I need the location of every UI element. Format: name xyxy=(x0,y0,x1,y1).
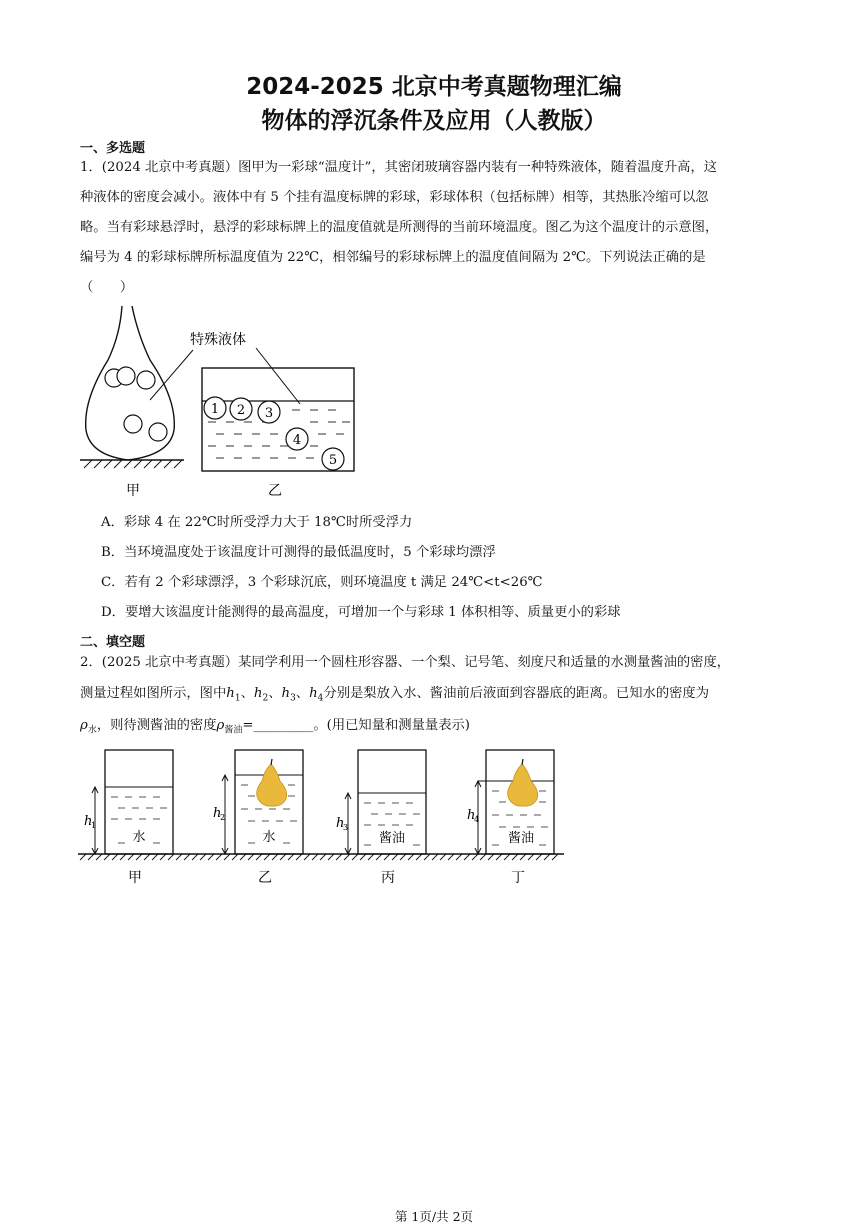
q2-text-line: 测量过程如图所示，图中$h_1$、$h_2$、$h_3$、$h_4$分别是梨放入水、酱油前后液面到容器底的距离。已知水的密度为 xyxy=(80,686,710,704)
svg-text:h: h xyxy=(336,816,345,831)
numbered-ball xyxy=(322,448,344,470)
svg-text:2: 2 xyxy=(220,813,226,822)
svg-text:1: 1 xyxy=(210,402,220,417)
q1-text-line: 种液体的密度会减小。液体中有 5 个挂有温度标牌的彩球，彩球体积（包括标牌）相等，其热胀冷缩可以忽 xyxy=(80,190,709,205)
svg-text:水: 水 xyxy=(262,830,276,845)
svg-text:丙: 丙 xyxy=(381,870,395,885)
svg-text:乙: 乙 xyxy=(258,870,272,885)
q2-text-line: $\rho_水$，则待测酱油的密度$\rho_{酱油}=\_\_\_\_\_\_\_\_\_$。(用已知量和测量量表示) xyxy=(80,718,470,736)
fig-liquid-label: 特殊液体 xyxy=(190,332,246,348)
doc-title-line2: 物体的浮沉条件及应用（人教版） xyxy=(261,108,607,134)
svg-text:4: 4 xyxy=(474,815,480,824)
svg-text:4: 4 xyxy=(292,433,302,448)
fig-label-yi: 乙 xyxy=(268,483,282,499)
container-bing xyxy=(336,750,426,885)
q2-text-line: 2．(2025 北京中考真题）某同学利用一个圆柱形容器、一个梨、记号笔、刻度尺和适量的水测量酱油的密度， xyxy=(80,655,731,670)
pear-icon xyxy=(257,765,287,806)
svg-text:3: 3 xyxy=(264,406,274,421)
q1-text-line: 略。当有彩球悬浮时，悬浮的彩球标牌上的温度值就是所测得的当前环境温度。图乙为这个温度计的示意图， xyxy=(80,220,719,235)
pear-icon xyxy=(508,765,538,806)
section-heading-fill-blank: 二、填空题 xyxy=(80,635,146,650)
svg-text:1: 1 xyxy=(91,821,97,830)
svg-text:2: 2 xyxy=(236,403,246,418)
q2-figure xyxy=(78,745,568,885)
section-heading-multi-choice: 一、多选题 xyxy=(80,141,146,156)
svg-text:酱油: 酱油 xyxy=(507,831,535,846)
svg-text:水: 水 xyxy=(132,830,146,845)
q1-figure xyxy=(78,300,378,500)
doc-title-line1: 2024-2025 北京中考真题物理汇编 xyxy=(246,74,622,100)
container-ding xyxy=(467,750,554,885)
fig-label-jia: 甲 xyxy=(126,483,140,499)
q1-option-a: A．彩球 4 在 22℃时所受浮力大于 18℃时所受浮力 xyxy=(101,515,413,530)
q1-option-c: C．若有 2 个彩球漂浮，3 个彩球沉底，则环境温度 t 满足 24℃<t<26℃ xyxy=(101,575,543,590)
q1-text-line: 1．(2024 北京中考真题）图甲为一彩球“温度计”，其密闭玻璃容器内装有一种特殊液体，随着温度升高，这 xyxy=(80,160,718,175)
numbered-ball xyxy=(230,398,252,420)
q1-option-d: D．要增大该温度计能测得的最高温度，可增加一个与彩球 1 体积相等、质量更小的彩球 xyxy=(101,605,621,620)
svg-text:丁: 丁 xyxy=(511,870,525,885)
page-footer: 第 1页/共 2页 xyxy=(394,1209,474,1224)
container-yi xyxy=(213,750,303,885)
q1-option-b: B．当环境温度处于该温度计可测得的最低温度时，5 个彩球均漂浮 xyxy=(101,545,496,560)
svg-text:h: h xyxy=(213,806,222,821)
q1-answer-bracket: （ ） xyxy=(80,280,134,295)
svg-text:3: 3 xyxy=(343,823,349,832)
svg-text:甲: 甲 xyxy=(128,870,142,885)
numbered-ball xyxy=(204,397,226,419)
numbered-ball xyxy=(258,401,280,423)
container-jia xyxy=(84,750,173,885)
q1-text-line: 编号为 4 的彩球标牌所标温度值为 22℃，相邻编号的彩球标牌上的温度值间隔为 2℃。下列说法正确的是 xyxy=(80,250,706,265)
numbered-ball xyxy=(286,428,308,450)
svg-text:酱油: 酱油 xyxy=(378,831,406,846)
svg-text:h: h xyxy=(84,814,93,829)
svg-text:5: 5 xyxy=(328,453,338,468)
svg-text:h: h xyxy=(467,808,476,823)
